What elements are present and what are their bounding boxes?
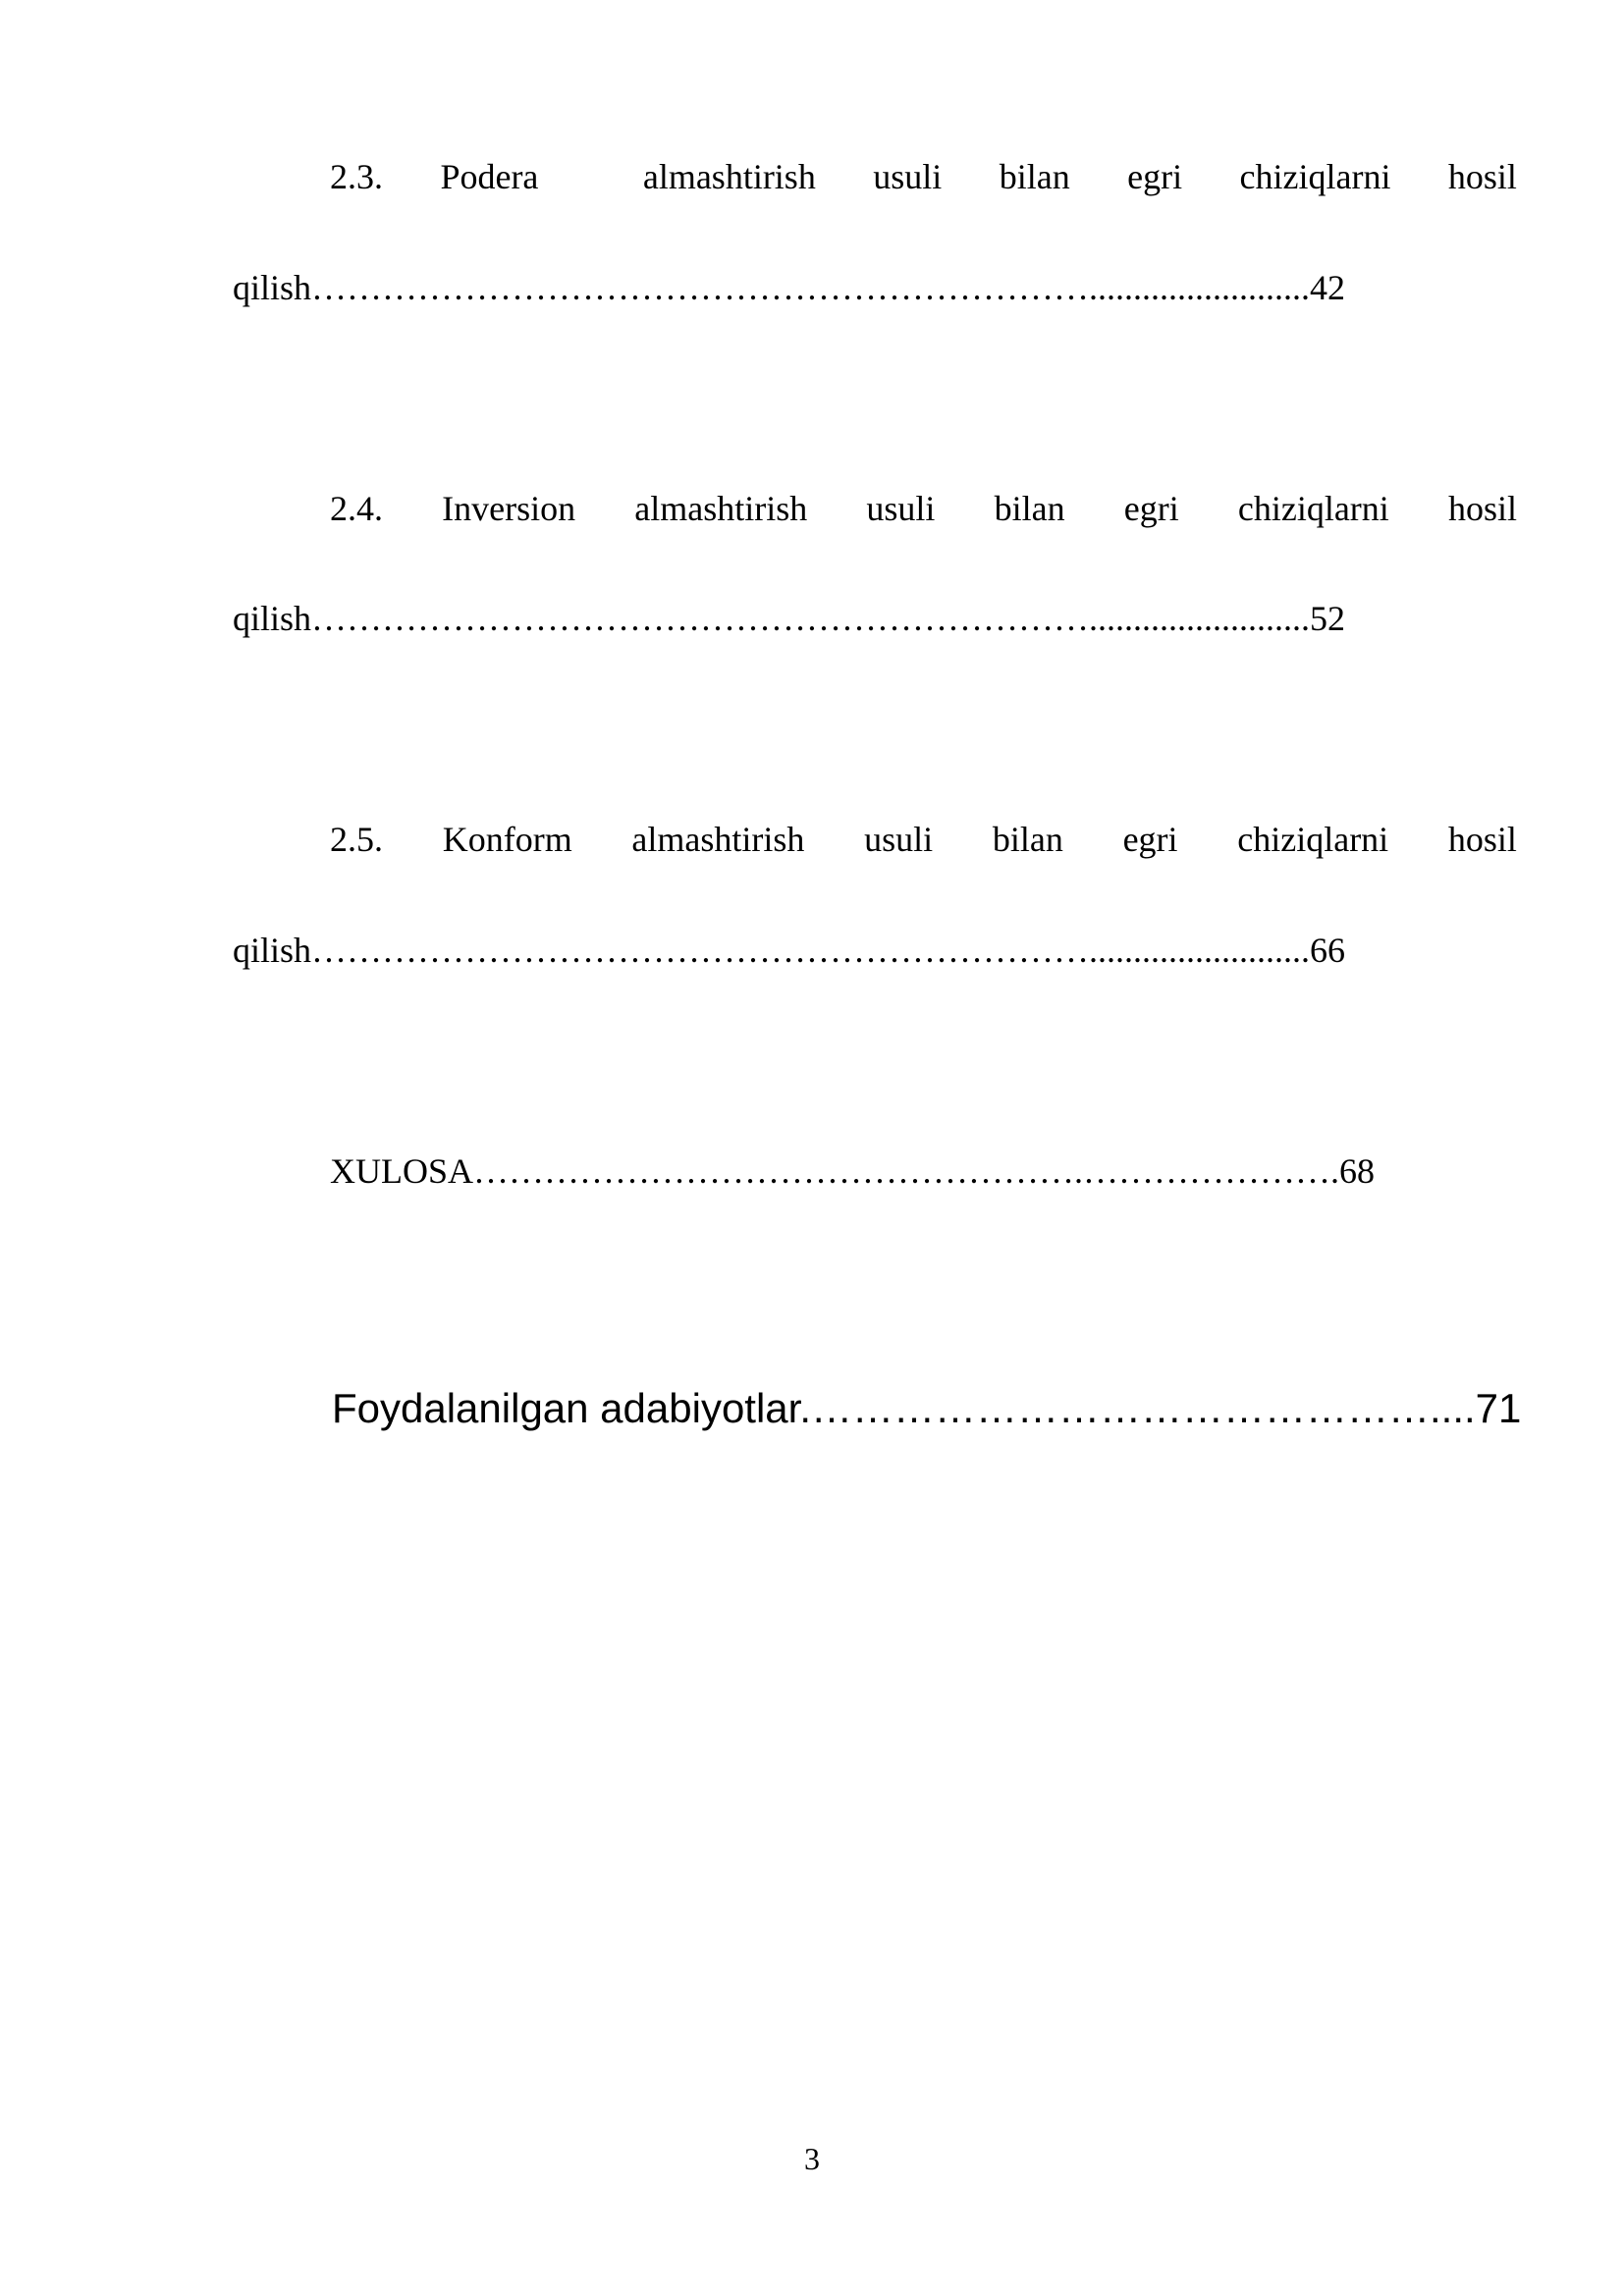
toc-entry-word: Inversion [442, 489, 576, 528]
toc-entry-2-3-title [330, 159, 1517, 194]
toc-entry-word: almashtirish [634, 489, 808, 528]
toc-entry-word: Podera [440, 157, 539, 196]
toc-entry-number: 2.3. [330, 157, 383, 196]
page-number: 3 [804, 2141, 820, 2176]
toc-entry-word: bilan [992, 820, 1063, 859]
toc-entry-word: hosil [1447, 820, 1517, 859]
toc-entry-2-3-continuation: qilish………………………………………………………….........................42 [233, 268, 1346, 307]
toc-entry-word: almashtirish [642, 157, 816, 196]
toc-entry-word: hosil [1447, 489, 1517, 528]
toc-entry-references: Foydalanilgan adabiyotlar.………………………………………....71 [332, 1385, 1522, 1431]
toc-entry-word: bilan [994, 489, 1065, 528]
toc-entry-xulosa: XULOSA…………………………………………….………………….68 [330, 1151, 1376, 1191]
toc-entry-word: chiziqlarni [1239, 157, 1391, 196]
toc-entry-word: egri [1122, 820, 1178, 859]
toc-entry-word: egri [1123, 489, 1179, 528]
toc-entry-word: chiziqlarni [1237, 489, 1389, 528]
toc-entry-word: usuli [873, 157, 943, 196]
toc-entry-2-4-title [330, 491, 1517, 526]
toc-entry-2-4-continuation: qilish………………………………………………………….........................52 [233, 599, 1346, 638]
toc-entry-word: chiziqlarni [1237, 820, 1389, 859]
toc-entry-word: egri [1127, 157, 1183, 196]
toc-entry-word: almashtirish [631, 820, 805, 859]
toc-entry-2-5-title [330, 822, 1517, 857]
toc-entry-number: 2.4. [330, 489, 383, 528]
toc-entry-number: 2.5. [330, 820, 383, 859]
toc-entry-word: hosil [1447, 157, 1517, 196]
toc-entry-word: bilan [999, 157, 1070, 196]
toc-entry-word: usuli [866, 489, 936, 528]
toc-entry-word: Konform [442, 820, 572, 859]
toc-entry-2-5-continuation: qilish………………………………………………………….........................66 [233, 931, 1346, 970]
toc-entry-word: usuli [864, 820, 934, 859]
